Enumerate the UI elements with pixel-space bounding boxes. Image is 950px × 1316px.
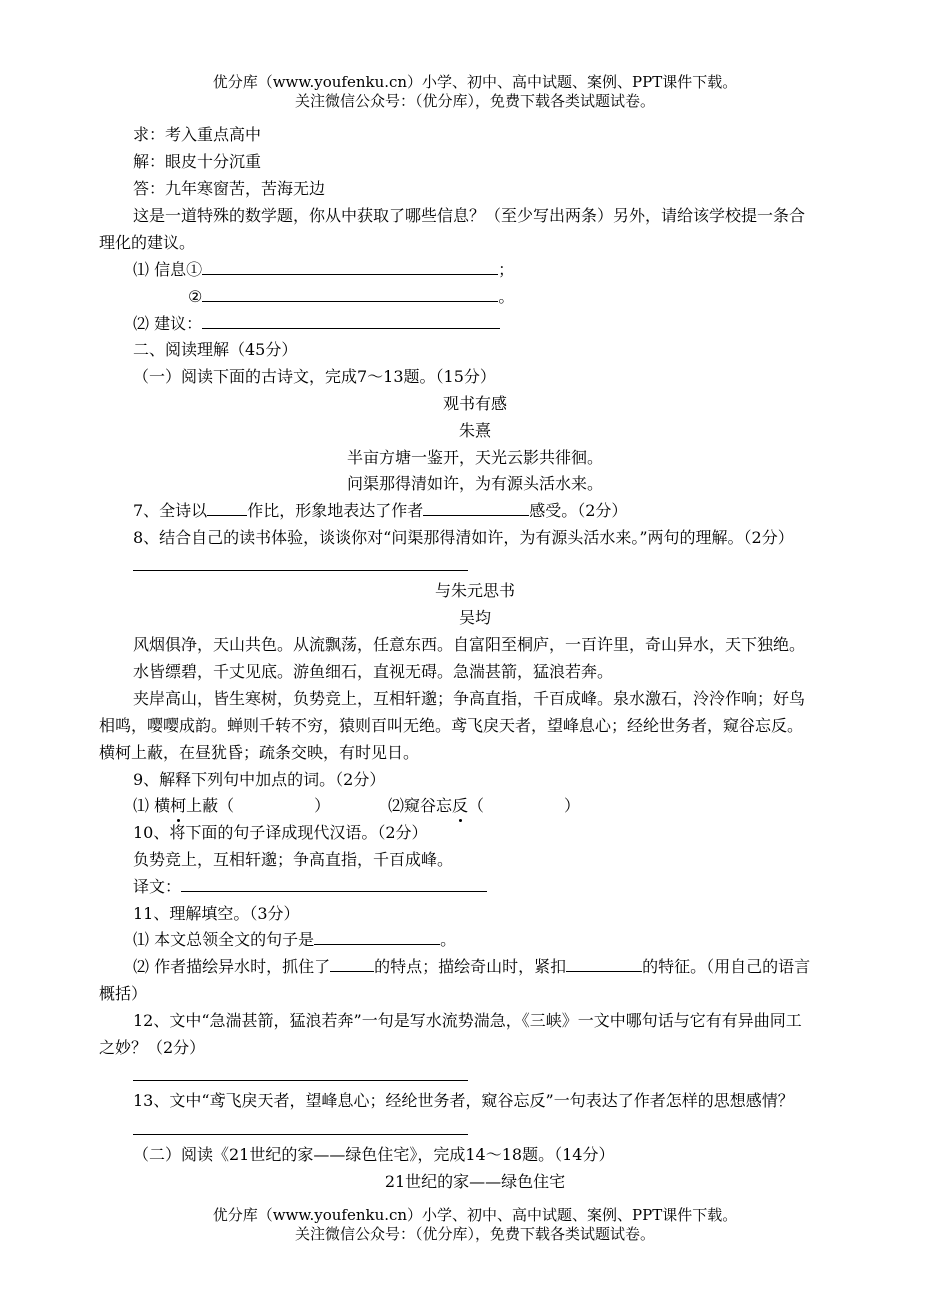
header-line-2: 关注微信公众号：（优分库），免费下载各类试题试卷。 bbox=[294, 92, 655, 110]
q8-answer-line[interactable] bbox=[133, 570, 468, 571]
q12-line-1: 12、文中“急湍甚箭，猛浪若奔”一句是写水流势湍急，《三峡》一文中哪句话与它有有异曲同工 bbox=[133, 1011, 802, 1030]
header-line-1: 优分库（www.youfenku.cn）小学、初中、高中试题、案例、PPT课件下载。 bbox=[212, 73, 738, 91]
info-2-end: 。 bbox=[498, 287, 515, 306]
essay-paragraph-1: 风烟俱净，天山共色。从流飘荡，任意东西。自富阳至桐庐，一百许里，奇山异水，天下独绝。 bbox=[133, 635, 806, 654]
q11-title: 11、理解填空。（3分） bbox=[133, 904, 300, 923]
poem-author: 朱熹 bbox=[458, 421, 491, 440]
part-1-intro: （一）阅读下面的古诗文，完成7～13题。（15分） bbox=[133, 367, 496, 386]
translation-label: 译文： bbox=[133, 877, 182, 896]
q9-a bbox=[133, 796, 330, 816]
q6-advice bbox=[133, 314, 500, 334]
footer-line-1: 优分库（www.youfenku.cn）小学、初中、高中试题、案例、PPT课件下载。 bbox=[212, 1206, 738, 1224]
part-2-title: 21世纪的家——绿色住宅 bbox=[384, 1172, 566, 1191]
essay-paragraph-3-line-2: 相鸣，嘤嘤成韵。蝉则千转不穷，猿则百叫无绝。鸢飞戾天者，望峰息心；经纶世务者，窥谷忘反。 bbox=[99, 716, 804, 735]
q12-answer-line[interactable] bbox=[133, 1080, 468, 1081]
q11-a bbox=[133, 930, 456, 950]
info-2-blank[interactable] bbox=[202, 287, 498, 302]
q7-blank-2[interactable] bbox=[423, 501, 529, 516]
info-2-label: ② bbox=[188, 287, 203, 306]
essay-title: 与朱元思书 bbox=[434, 581, 515, 600]
q11-a-pre: ⑴ 本文总领全文的句子是 bbox=[133, 930, 315, 949]
q13: 13、文中“鸢飞戾天者，望峰息心；经纶世务者，窥谷忘反”一句表达了作者怎样的思想感情？ bbox=[133, 1091, 794, 1110]
info-1-blank[interactable] bbox=[202, 260, 498, 275]
q7 bbox=[133, 501, 627, 521]
q8: 8、结合自己的读书体验，谈谈你对“问渠那得清如许，为有源头活水来。”两句的理解。（2分） bbox=[133, 528, 794, 547]
q9-b bbox=[388, 796, 580, 816]
q9-title: 9、解释下列句中加点的词。（2分） bbox=[133, 770, 386, 789]
q9-a-post: 上蔽（ bbox=[186, 796, 235, 815]
poem-title: 观书有感 bbox=[442, 394, 507, 413]
translation-blank[interactable] bbox=[181, 877, 487, 892]
q7-part-c: 感受。（2分） bbox=[529, 501, 628, 520]
info-1-end: ； bbox=[498, 260, 515, 279]
advice-blank[interactable] bbox=[202, 314, 500, 329]
q7-part-b: 作比，形象地表达了作者 bbox=[247, 501, 424, 520]
section-2-title: 二、阅读理解（45分） bbox=[133, 340, 298, 359]
q6-info-1 bbox=[133, 260, 514, 280]
q6-prompt-line-2: 理化的建议。 bbox=[99, 233, 196, 252]
q11-b-part-3: 的特征。（用自己的语言 bbox=[642, 957, 811, 976]
advice-label: ⑵ 建议： bbox=[133, 314, 203, 333]
q6-jie: 解：眼皮十分沉重 bbox=[133, 152, 262, 171]
q13-answer-line[interactable] bbox=[133, 1134, 468, 1135]
q9-b-pre: ⑵窥谷忘 bbox=[388, 796, 453, 815]
q11-a-post: 。 bbox=[440, 930, 457, 949]
essay-author: 吴均 bbox=[458, 608, 491, 627]
essay-paragraph-3-line-1: 夹岸高山，皆生寒树，负势竞上，互相轩邈；争高直指，千百成峰。泉水激石，泠泠作响；好鸟 bbox=[133, 689, 806, 708]
footer-line-2: 关注微信公众号：（优分库），免费下载各类试题试卷。 bbox=[294, 1225, 655, 1243]
q9-b-dotted-word: 反 bbox=[452, 796, 469, 815]
q12-line-2: 之妙？（2分） bbox=[99, 1038, 206, 1057]
info-1-label: ⑴ 信息① bbox=[133, 260, 203, 279]
q11-b-blank-2[interactable] bbox=[566, 957, 642, 972]
q9-a-pre: ⑴ 横 bbox=[133, 796, 171, 815]
q11-b-part-1: ⑵ 作者描绘异水时，抓住了 bbox=[133, 957, 331, 976]
essay-paragraph-2: 水皆缥碧，千丈见底。游鱼细石，直视无碍。急湍甚箭，猛浪若奔。 bbox=[133, 662, 614, 681]
q6-da: 答：九年寒窗苦，苦海无边 bbox=[133, 179, 326, 198]
q10-translation bbox=[133, 877, 487, 897]
essay-paragraph-3-line-3: 横柯上蔽，在昼犹昏；疏条交映，有时见日。 bbox=[99, 743, 420, 762]
q11-b-blank-1[interactable] bbox=[330, 957, 374, 972]
q7-part-a: 7、全诗以 bbox=[133, 501, 208, 520]
q9-b-post: （ bbox=[468, 796, 485, 815]
q11-b-part-2: 的特点；描绘奇山时，紧扣 bbox=[374, 957, 567, 976]
q11-b bbox=[133, 957, 810, 977]
part-2-intro: （二）阅读《21世纪的家——绿色住宅》，完成14～18题。（14分） bbox=[133, 1145, 615, 1164]
q11-a-blank[interactable] bbox=[314, 930, 440, 945]
q7-blank-1[interactable] bbox=[207, 501, 247, 516]
q6-prompt-line-1: 这是一道特殊的数学题，你从中获取了哪些信息？（至少写出两条）另外，请给该学校提一条合 bbox=[133, 206, 806, 225]
poem-line-2: 问渠那得清如许，为有源头活水来。 bbox=[346, 474, 603, 493]
q6-info-2 bbox=[188, 287, 514, 307]
q9-a-dotted-word: 柯 bbox=[170, 796, 187, 815]
q9-a-close: ） bbox=[314, 796, 331, 815]
q10-title: 10、将下面的句子译成现代汉语。（2分） bbox=[133, 823, 428, 842]
q9-b-close: ） bbox=[564, 796, 581, 815]
poem-line-1: 半亩方塘一鉴开，天光云影共徘徊。 bbox=[346, 448, 603, 467]
q6-qiu: 求：考入重点高中 bbox=[133, 125, 262, 144]
q10-sentence: 负势竞上，互相轩邈；争高直指，千百成峰。 bbox=[133, 850, 454, 869]
q11-b-continued: 概括） bbox=[99, 984, 148, 1003]
